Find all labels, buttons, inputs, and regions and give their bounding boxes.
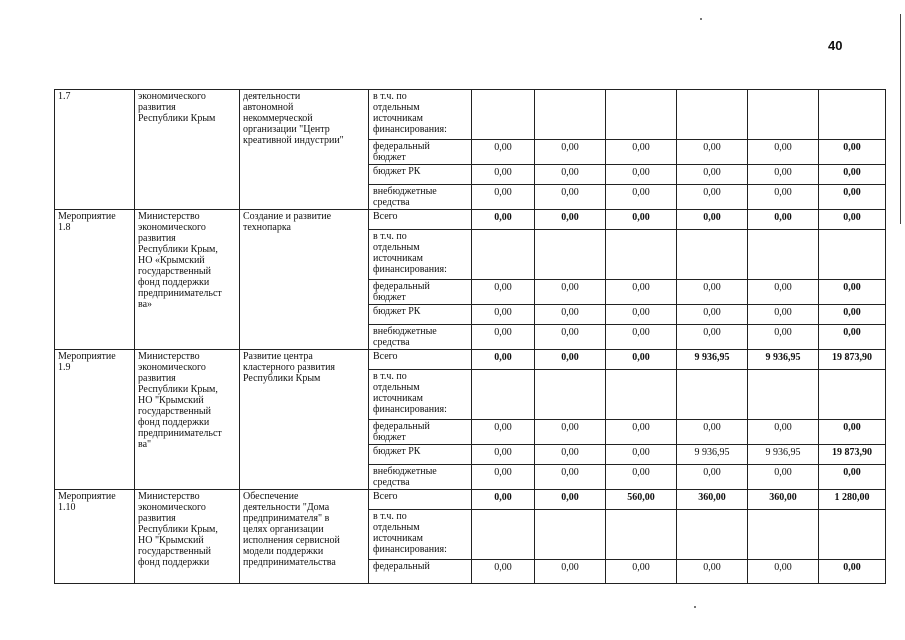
total-value-cell	[819, 510, 886, 560]
year-value-cell: 0,00	[535, 210, 606, 230]
funding-source-cell: бюджет РК	[369, 445, 472, 465]
year-value-cell: 0,00	[606, 350, 677, 370]
year-value-cell	[606, 230, 677, 280]
funding-source-cell: Всего	[369, 350, 472, 370]
year-value-cell	[677, 230, 748, 280]
year-value-cell: 0,00	[472, 560, 535, 584]
activity-name-cell: Развитие центра кластерного развития Республики Крым	[240, 350, 369, 490]
year-value-cell: 0,00	[748, 165, 819, 185]
year-value-cell: 360,00	[748, 490, 819, 510]
responsible-agency-cell: Министерство экономического развития Республики Крым, НО "Крымский государственный фонд поддержки предпринимательст ва"	[135, 350, 240, 490]
year-value-cell: 0,00	[472, 305, 535, 325]
year-value-cell: 0,00	[677, 325, 748, 350]
year-value-cell: 560,00	[606, 490, 677, 510]
year-value-cell	[606, 510, 677, 560]
table-row	[55, 210, 886, 230]
funding-source-cell: бюджет РК	[369, 165, 472, 185]
page-number: 40	[828, 38, 843, 53]
event-code-cell: Мероприятие 1.10	[55, 490, 135, 584]
year-value-cell: 0,00	[677, 465, 748, 490]
year-value-cell: 0,00	[472, 140, 535, 165]
funding-source-cell: внебюджетные средства	[369, 185, 472, 210]
year-value-cell	[535, 230, 606, 280]
total-value-cell: 0,00	[819, 560, 886, 584]
year-value-cell: 0,00	[472, 325, 535, 350]
year-value-cell: 0,00	[535, 465, 606, 490]
funding-source-cell: в т.ч. по отдельным источникам финансирования:	[369, 370, 472, 420]
year-value-cell: 0,00	[677, 165, 748, 185]
year-value-cell	[748, 510, 819, 560]
scan-speck	[700, 18, 702, 20]
funding-source-cell: в т.ч. по отдельным источникам финансирования:	[369, 90, 472, 140]
year-value-cell	[677, 370, 748, 420]
year-value-cell: 0,00	[472, 280, 535, 305]
funding-source-cell: федеральный бюджет	[369, 140, 472, 165]
total-value-cell: 0,00	[819, 420, 886, 445]
year-value-cell: 0,00	[606, 305, 677, 325]
total-value-cell: 0,00	[819, 465, 886, 490]
budget-table	[54, 89, 886, 584]
total-value-cell: 0,00	[819, 165, 886, 185]
funding-source-cell: в т.ч. по отдельным источникам финансирования:	[369, 230, 472, 280]
year-value-cell: 0,00	[677, 210, 748, 230]
year-value-cell	[606, 90, 677, 140]
responsible-agency-cell: экономического развития Республики Крым	[135, 90, 240, 210]
year-value-cell: 0,00	[748, 140, 819, 165]
year-value-cell: 0,00	[606, 165, 677, 185]
table-row	[55, 90, 886, 140]
year-value-cell: 0,00	[606, 140, 677, 165]
funding-source-cell: внебюджетные средства	[369, 465, 472, 490]
responsible-agency-cell: Министерство экономического развития Республики Крым, НО «Крымский государственный фонд поддержки предпринимательст ва»	[135, 210, 240, 350]
year-value-cell	[472, 370, 535, 420]
year-value-cell: 0,00	[472, 165, 535, 185]
year-value-cell	[535, 370, 606, 420]
total-value-cell: 19 873,90	[819, 445, 886, 465]
year-value-cell: 0,00	[748, 465, 819, 490]
year-value-cell: 0,00	[748, 185, 819, 210]
year-value-cell	[677, 510, 748, 560]
table-row	[55, 490, 886, 510]
year-value-cell: 360,00	[677, 490, 748, 510]
year-value-cell: 0,00	[606, 185, 677, 210]
activity-name-cell: деятельности автономной некоммерческой организации "Центр креативной индустрии"	[240, 90, 369, 210]
total-value-cell: 0,00	[819, 210, 886, 230]
year-value-cell: 0,00	[535, 325, 606, 350]
total-value-cell: 0,00	[819, 185, 886, 210]
funding-source-cell: внебюджетные средства	[369, 325, 472, 350]
year-value-cell	[535, 90, 606, 140]
year-value-cell: 0,00	[748, 325, 819, 350]
total-value-cell	[819, 230, 886, 280]
year-value-cell: 0,00	[535, 560, 606, 584]
funding-source-cell: федеральный бюджет	[369, 280, 472, 305]
total-value-cell	[819, 370, 886, 420]
year-value-cell: 0,00	[677, 185, 748, 210]
year-value-cell: 0,00	[472, 185, 535, 210]
year-value-cell: 9 936,95	[677, 350, 748, 370]
year-value-cell: 0,00	[535, 490, 606, 510]
year-value-cell: 0,00	[535, 140, 606, 165]
year-value-cell	[677, 90, 748, 140]
year-value-cell: 0,00	[535, 350, 606, 370]
year-value-cell: 0,00	[535, 445, 606, 465]
year-value-cell: 0,00	[677, 420, 748, 445]
year-value-cell: 0,00	[677, 140, 748, 165]
year-value-cell: 0,00	[606, 280, 677, 305]
year-value-cell: 0,00	[677, 305, 748, 325]
year-value-cell: 0,00	[606, 560, 677, 584]
year-value-cell: 0,00	[535, 305, 606, 325]
responsible-agency-cell: Министерство экономического развития Республики Крым, НО "Крымский государственный фонд поддержки	[135, 490, 240, 584]
year-value-cell: 0,00	[535, 280, 606, 305]
event-code-cell: Мероприятие 1.9	[55, 350, 135, 490]
year-value-cell: 9 936,95	[677, 445, 748, 465]
year-value-cell: 0,00	[472, 210, 535, 230]
year-value-cell: 0,00	[606, 420, 677, 445]
funding-source-cell: Всего	[369, 210, 472, 230]
year-value-cell: 0,00	[535, 165, 606, 185]
year-value-cell	[606, 370, 677, 420]
total-value-cell: 0,00	[819, 140, 886, 165]
funding-source-cell: федеральный бюджет	[369, 420, 472, 445]
year-value-cell: 0,00	[606, 325, 677, 350]
year-value-cell: 0,00	[606, 445, 677, 465]
year-value-cell: 0,00	[677, 280, 748, 305]
year-value-cell: 0,00	[748, 280, 819, 305]
scan-speck	[694, 606, 696, 608]
scan-edge-line	[900, 14, 901, 224]
year-value-cell: 9 936,95	[748, 445, 819, 465]
activity-name-cell: Обеспечение деятельности "Дома предпринимателя" в целях организации исполнения сервисной модели поддержки предпринимательства	[240, 490, 369, 584]
funding-source-cell: федеральный	[369, 560, 472, 584]
year-value-cell	[748, 230, 819, 280]
funding-source-cell: Всего	[369, 490, 472, 510]
year-value-cell	[472, 90, 535, 140]
year-value-cell: 0,00	[472, 350, 535, 370]
year-value-cell: 0,00	[472, 465, 535, 490]
activity-name-cell: Создание и развитие технопарка	[240, 210, 369, 350]
year-value-cell	[535, 510, 606, 560]
total-value-cell: 1 280,00	[819, 490, 886, 510]
year-value-cell: 0,00	[472, 420, 535, 445]
funding-source-cell: в т.ч. по отдельным источникам финансирования:	[369, 510, 472, 560]
table-row	[55, 350, 886, 370]
year-value-cell: 0,00	[606, 210, 677, 230]
funding-source-cell: бюджет РК	[369, 305, 472, 325]
year-value-cell: 0,00	[472, 445, 535, 465]
event-code-cell: Мероприятие 1.8	[55, 210, 135, 350]
year-value-cell: 0,00	[535, 420, 606, 445]
year-value-cell: 0,00	[677, 560, 748, 584]
total-value-cell: 0,00	[819, 280, 886, 305]
year-value-cell: 0,00	[748, 305, 819, 325]
total-value-cell	[819, 90, 886, 140]
year-value-cell: 0,00	[472, 490, 535, 510]
year-value-cell: 0,00	[606, 465, 677, 490]
year-value-cell: 9 936,95	[748, 350, 819, 370]
total-value-cell: 0,00	[819, 305, 886, 325]
event-code-cell: 1.7	[55, 90, 135, 210]
year-value-cell	[748, 370, 819, 420]
total-value-cell: 19 873,90	[819, 350, 886, 370]
year-value-cell: 0,00	[748, 560, 819, 584]
year-value-cell	[472, 230, 535, 280]
year-value-cell	[748, 90, 819, 140]
year-value-cell: 0,00	[748, 210, 819, 230]
total-value-cell: 0,00	[819, 325, 886, 350]
year-value-cell: 0,00	[748, 420, 819, 445]
year-value-cell	[472, 510, 535, 560]
year-value-cell: 0,00	[535, 185, 606, 210]
